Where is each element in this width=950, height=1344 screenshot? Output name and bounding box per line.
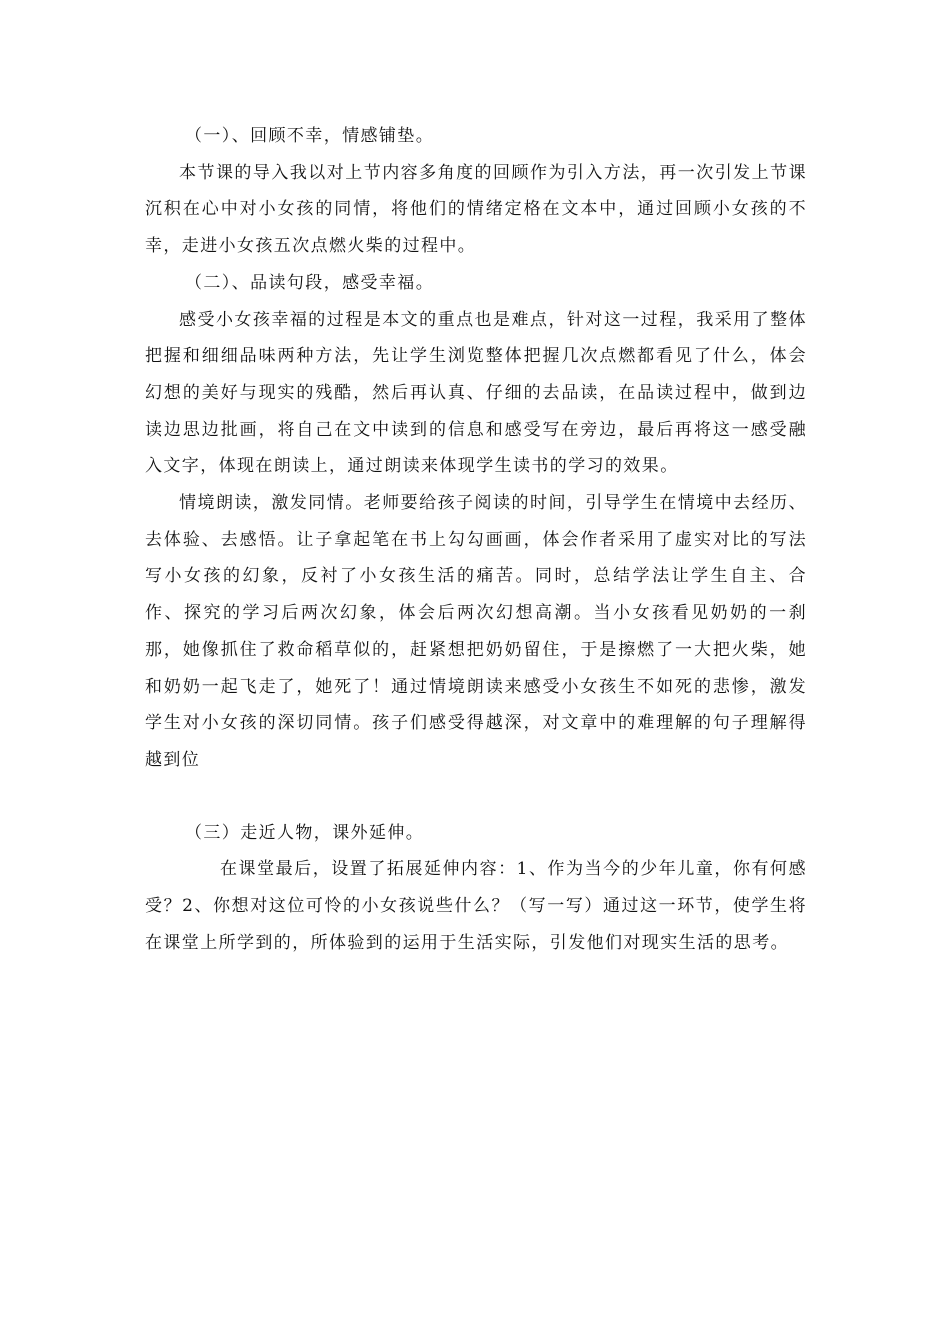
section-heading-3: （三）走近人物，课外延伸。 <box>185 822 425 843</box>
section-heading-1: （一）、回顾不幸，情感铺垫。 <box>185 126 435 146</box>
paragraph-situational-reading: 情境朗读，激发同情。老师要给孩子阅读的时间，引导学生在情境中去经历、去体验、去感悟。让子拿起笔在书上勾勾画画，体会作者采用了虚实对比的写法写小女孩的幻象，反衬了小女孩生活的痛苦。同时，总结学法让学生自主、合作、探究的学习后两次幻象，体会后两次幻想高潮。当小女孩看见奶奶的一刹那，她像抓住了救命稻草似的，赶紧想把奶奶留住，于是擦燃了一大把火柴，她和奶奶一起飞走了，她死了！通过情境朗读来感受小女孩生不如死的悲惨，激发学生对小女孩的深切同情。孩子们感受得越深，对文章中的难理解的句子理解得越到位 <box>145 493 807 770</box>
document-body <box>145 118 807 961</box>
section-heading-2: （二）、品读句段，感受幸福。 <box>185 272 435 293</box>
paragraph-reading-method: 感受小女孩幸福的过程是本文的重点也是难点，针对这一过程，我采用了整体把握和细细品味两种方法，先让学生浏览整体把握几次点燃都看见了什么，体会幻想的美好与现实的残酷，然后再认真、仔细的去品读，在品读过程中，做到边读边思边批画，将自己在文中读到的信息和感受写在旁边，最后再将这一感受融入文字，体现在朗读上，通过朗读来体现学生读书的学习的效果。 <box>145 309 807 477</box>
paragraph-extension: 在课堂最后，设置了拓展延伸内容：1、作为当今的少年儿童，你有何感受？2、你想对这位可怜的小女孩说些什么？（写一写）通过这一环节，使学生将在课堂上所学到的，所体验到的运用于生活实际，引发他们对现实生活的思考。 <box>145 859 807 953</box>
paragraph-intro: 本节课的导入我以对上节内容多角度的回顾作为引入方法，再一次引发上节课沉积在心中对小女孩的同情，将他们的情绪定格在文本中，通过回顾小女孩的不幸，走进小女孩五次点燃火柴的过程中。 <box>145 162 807 257</box>
